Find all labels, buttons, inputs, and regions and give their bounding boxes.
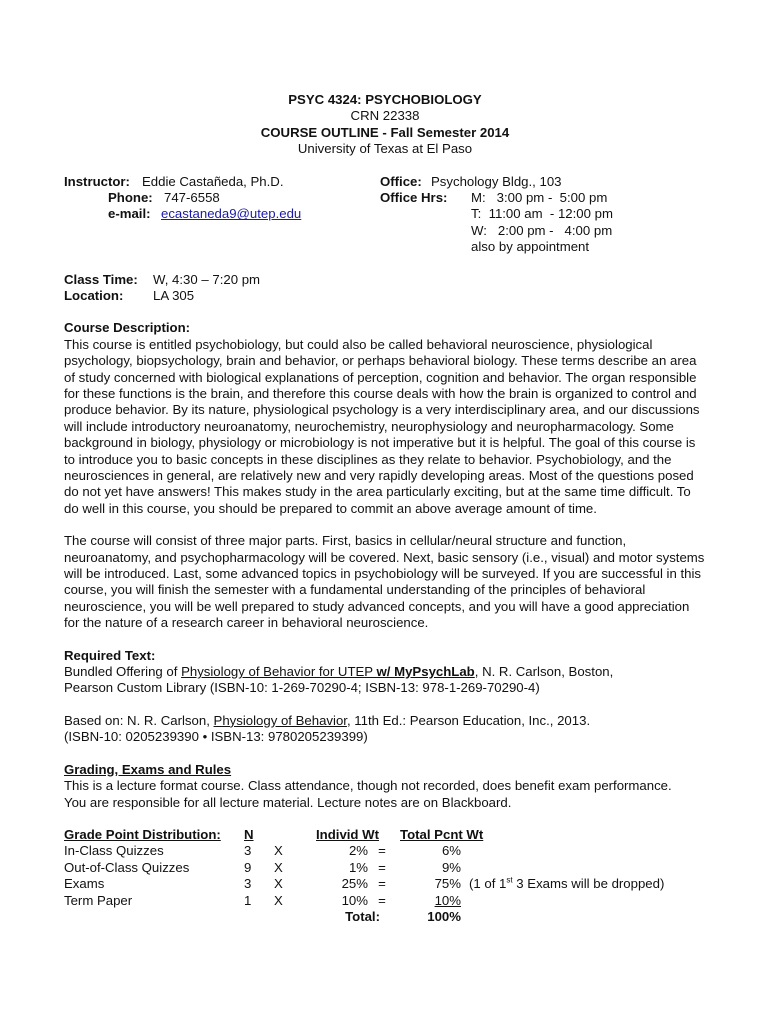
row-item: Exams (64, 876, 105, 892)
grade-table-header (64, 827, 706, 843)
row-total: 75% (434, 876, 461, 892)
based-on-isbn: (ISBN-10: 0205239390 • ISBN-13: 9780205239399) (64, 729, 368, 745)
class-time-row (64, 272, 706, 288)
office-value: Psychology Bldg., 103 (431, 173, 562, 189)
crn: CRN 22338 (350, 108, 420, 124)
row-wt: 1% (348, 859, 368, 875)
office-label: Office: (380, 173, 422, 189)
table-row (64, 843, 706, 859)
class-time-label: Class Time: (64, 271, 138, 287)
exam-drop-note (461, 876, 706, 892)
row-n: 1 (244, 892, 252, 908)
location-row (64, 288, 706, 304)
office-hours-label: Office Hrs: (380, 190, 448, 206)
row-eq: = (378, 859, 386, 875)
row-x: X (274, 876, 283, 892)
row-eq: = (378, 892, 386, 908)
row-n: 3 (244, 843, 252, 859)
row-total: 10% (434, 892, 461, 908)
row-wt: 25% (341, 876, 368, 892)
header-n: N (244, 826, 254, 842)
table-row (64, 860, 706, 876)
total-label: Total: (345, 908, 380, 924)
bundle-book-title: Physiology of Behavior for UTEP (181, 664, 377, 680)
header-individ-wt: Individ Wt (316, 826, 379, 842)
total-row (64, 909, 706, 925)
university: University of Texas at El Paso (297, 141, 473, 157)
instructor-name: Eddie Castañeda, Ph.D. (142, 173, 284, 189)
course-description-heading: Course Description: (64, 320, 191, 336)
instructor-row (64, 174, 706, 190)
row-eq: = (378, 876, 386, 892)
class-time-value: W, 4:30 – 7:20 pm (153, 271, 261, 287)
location-label: Location: (64, 287, 124, 303)
outline-title: COURSE OUTLINE - Fall Semester 2014 (260, 124, 510, 140)
row-x: X (274, 843, 283, 859)
row-eq: = (378, 843, 386, 859)
note-suffix: 3 Exams will be dropped) (512, 876, 665, 892)
bundle-citation (64, 664, 706, 680)
note-superscript: st (506, 875, 513, 885)
note-prefix: (1 of 1 (469, 876, 507, 892)
table-row (64, 893, 706, 909)
grade-distribution-table (64, 827, 706, 925)
header-total-pcnt-wt: Total Pcnt Wt (400, 826, 484, 842)
email-row (64, 206, 706, 222)
bundle-isbn: Pearson Custom Library (ISBN-10: 1-269-70290-4; ISBN-13: 978-1-269-70290-4) (64, 680, 540, 696)
row-x: X (274, 859, 283, 875)
row-item: Term Paper (64, 892, 133, 908)
bundle-author: , N. R. Carlson, Boston, (474, 664, 614, 680)
office-hours-m: M: 3:00 pm - 5:00 pm (471, 190, 608, 206)
based-on-citation (64, 713, 706, 729)
phone-row (64, 190, 706, 206)
course-title: PSYC 4324: PSYCHOBIOLOGY (288, 92, 482, 107)
office-hours-appointment: also by appointment (471, 239, 590, 255)
table-row (64, 876, 706, 892)
email-label: e-mail: (108, 206, 151, 222)
phone-value: 747-6558 (164, 190, 220, 206)
total-value: 100% (427, 908, 461, 924)
row-total: 6% (441, 843, 461, 859)
location-value: LA 305 (153, 287, 195, 303)
course-description-paragraph: This course is entitled psychobiology, but could also be called behavioral neuroscience, physiological psychology, biopsychology, brain and behavior, or perhaps behavioral biology. These terms describe an area of study concerned with biological explanations of perception, cognition and behavior. The organ responsible for these functions is the brain, and therefore this course deals with how the brain is organized to control and produce behavior. By its nature, physiological psychology is a very interdisciplinary area, and our discussions will include introductory neuroanatomy, neurochemistry, neurophysiology and neuropharmacology. Some background in biology, physiology or microbiology is not imperative but it is helpful. The goal of this course is to introduce you to basic concepts in these disciplines as they relate to behavior. Psychobiology, and the neurosciences in general, are relatively new and very rapidly developing areas. Most of the questions posed do not yet have answers! This makes study in the area particularly exciting, but at the same time difficult. To do well in this course, you should be prepared to commit an above average amount of time. (64, 336, 700, 516)
email-link[interactable]: ecastaneda9@utep.edu (161, 206, 302, 222)
row-n: 9 (244, 859, 252, 875)
based-on-edition: , 11th Ed.: Pearson Education, Inc., 2013. (346, 712, 591, 728)
row-n: 3 (244, 876, 252, 892)
row-total: 9% (441, 859, 461, 875)
phone-label: Phone: (108, 190, 153, 206)
grading-line-1: This is a lecture format course. Class attendance, though not recorded, does benefit exam performance. (64, 778, 672, 794)
row-item: In-Class Quizzes (64, 843, 164, 859)
header-distribution: Grade Point Distribution: (64, 826, 221, 842)
bundle-prefix: Bundled Offering of (64, 664, 182, 680)
course-outline-document (64, 92, 706, 925)
office-hours-w: W: 2:00 pm - 4:00 pm (471, 222, 613, 238)
course-structure-paragraph: The course will consist of three major parts. First, basics in cellular/neural structure and function, neuroanatomy, and psychopharmacology will be covered. Next, basic sensory (i.e., visual) and motor systems will be introduced. Last, some advanced topics in psychobiology will be surveyed. If you are successful in this course, you will finish the semester with a fundamental understanding of the principles of behavioral neuroscience, you will be well prepared to study advanced concepts, and you will have a good appreciation for the nature of a research career in behavioral neuroscience. (64, 533, 705, 631)
based-on-book-title: Physiology of Behavior (213, 712, 347, 728)
bundle-mypsychlab: w/ MyPsychLab (376, 664, 475, 680)
based-on-prefix: Based on: N. R. Carlson, (64, 712, 214, 728)
row-x: X (274, 892, 283, 908)
required-text-heading: Required Text: (64, 647, 156, 663)
row-wt: 10% (341, 892, 368, 908)
office-hours-t: T: 11:00 am - 12:00 pm (471, 206, 613, 222)
grading-heading: Grading, Exams and Rules (64, 761, 232, 777)
instructor-label: Instructor: (64, 173, 130, 189)
row-wt: 2% (348, 843, 368, 859)
grading-line-2: You are responsible for all lecture material. Lecture notes are on Blackboard. (64, 794, 512, 810)
row-item: Out-of-Class Quizzes (64, 859, 190, 875)
